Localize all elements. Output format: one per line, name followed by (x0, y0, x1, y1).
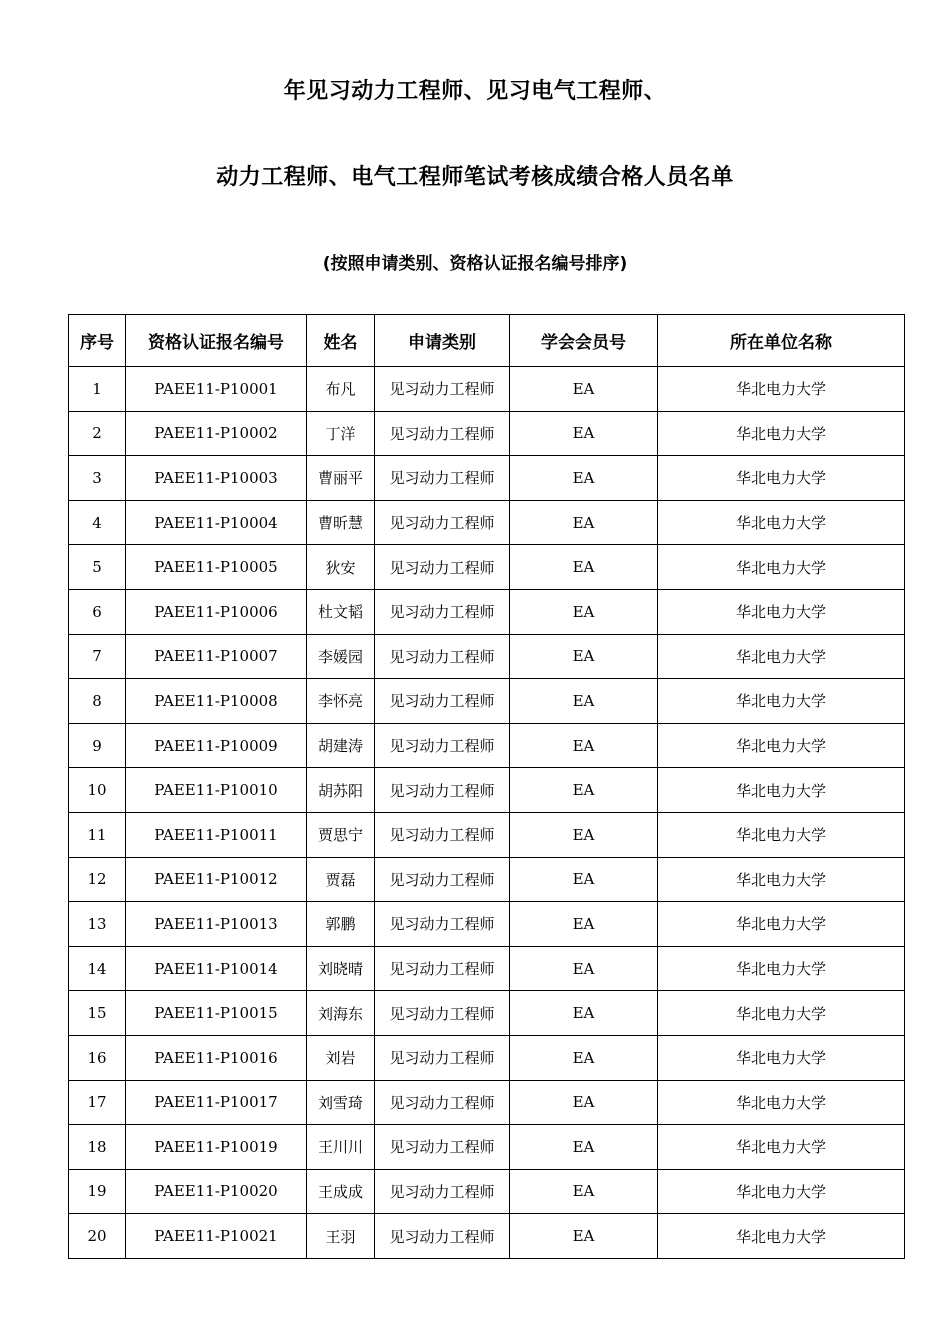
cell-application-category: 见习动力工程师 (375, 946, 510, 991)
cell-application-category: 见习动力工程师 (375, 456, 510, 501)
cell-registration-id: PAEE11-P10006 (126, 589, 307, 634)
cell-application-category: 见习动力工程师 (375, 634, 510, 679)
table-row (69, 367, 905, 412)
table-row (69, 723, 905, 768)
table-row (69, 545, 905, 590)
cell-organization: 华北电力大学 (658, 1035, 905, 1080)
cell-registration-id: PAEE11-P10001 (126, 367, 307, 412)
cell-registration-id: PAEE11-P10011 (126, 812, 307, 857)
cell-registration-id: PAEE11-P10010 (126, 768, 307, 813)
cell-serial-number: 13 (69, 902, 126, 947)
cell-serial-number: 17 (69, 1080, 126, 1125)
cell-organization: 华北电力大学 (658, 723, 905, 768)
cell-member-number: EA (510, 411, 658, 456)
cell-serial-number: 12 (69, 857, 126, 902)
cell-member-number: EA (510, 902, 658, 947)
cell-member-number: EA (510, 367, 658, 412)
cell-member-number: EA (510, 1169, 658, 1214)
cell-serial-number: 1 (69, 367, 126, 412)
cell-application-category: 见习动力工程师 (375, 545, 510, 590)
table-row (69, 768, 905, 813)
table-row (69, 902, 905, 947)
cell-name: 刘岩 (307, 1035, 375, 1080)
cell-organization: 华北电力大学 (658, 857, 905, 902)
cell-serial-number: 3 (69, 456, 126, 501)
cell-name: 李媛园 (307, 634, 375, 679)
cell-name: 曹丽平 (307, 456, 375, 501)
cell-serial-number: 20 (69, 1214, 126, 1259)
cell-application-category: 见习动力工程师 (375, 723, 510, 768)
cell-organization: 华北电力大学 (658, 500, 905, 545)
cell-serial-number: 10 (69, 768, 126, 813)
cell-registration-id: PAEE11-P10004 (126, 500, 307, 545)
cell-member-number: EA (510, 589, 658, 634)
page-title-line1: 年见习动力工程师、见习电气工程师、 (283, 79, 667, 104)
cell-registration-id: PAEE11-P10003 (126, 456, 307, 501)
cell-organization: 华北电力大学 (658, 946, 905, 991)
cell-registration-id: PAEE11-P10020 (126, 1169, 307, 1214)
cell-serial-number: 5 (69, 545, 126, 590)
table-row (69, 1125, 905, 1170)
cell-member-number: EA (510, 857, 658, 902)
cell-registration-id: PAEE11-P10021 (126, 1214, 307, 1259)
cell-name: 刘海东 (307, 991, 375, 1036)
cell-application-category: 见习动力工程师 (375, 1080, 510, 1125)
cell-serial-number: 11 (69, 812, 126, 857)
table-row (69, 991, 905, 1036)
cell-member-number: EA (510, 500, 658, 545)
cell-serial-number: 14 (69, 946, 126, 991)
cell-application-category: 见习动力工程师 (375, 411, 510, 456)
cell-organization: 华北电力大学 (658, 1214, 905, 1259)
table-row (69, 1214, 905, 1259)
cell-member-number: EA (510, 456, 658, 501)
table-row (69, 500, 905, 545)
cell-name: 杜文韬 (307, 589, 375, 634)
header-application-category: 申请类别 (375, 315, 510, 367)
cell-application-category: 见习动力工程师 (375, 857, 510, 902)
cell-organization: 华北电力大学 (658, 634, 905, 679)
cell-member-number: EA (510, 545, 658, 590)
cell-organization: 华北电力大学 (658, 1080, 905, 1125)
cell-serial-number: 18 (69, 1125, 126, 1170)
cell-name: 刘晓晴 (307, 946, 375, 991)
cell-organization: 华北电力大学 (658, 545, 905, 590)
cell-name: 郭鹏 (307, 902, 375, 947)
table-row (69, 411, 905, 456)
cell-application-category: 见习动力工程师 (375, 679, 510, 724)
cell-serial-number: 19 (69, 1169, 126, 1214)
cell-name: 丁洋 (307, 411, 375, 456)
cell-member-number: EA (510, 991, 658, 1036)
cell-organization: 华北电力大学 (658, 456, 905, 501)
header-name: 姓名 (307, 315, 375, 367)
cell-organization: 华北电力大学 (658, 367, 905, 412)
table-body (69, 367, 905, 1259)
cell-name: 贾思宁 (307, 812, 375, 857)
cell-application-category: 见习动力工程师 (375, 367, 510, 412)
cell-member-number: EA (510, 1214, 658, 1259)
cell-organization: 华北电力大学 (658, 812, 905, 857)
cell-name: 王川川 (307, 1125, 375, 1170)
table-row (69, 1169, 905, 1214)
header-serial-number: 序号 (69, 315, 126, 367)
header-member-number: 学会会员号 (510, 315, 658, 367)
cell-organization: 华北电力大学 (658, 679, 905, 724)
cell-application-category: 见习动力工程师 (375, 589, 510, 634)
cell-registration-id: PAEE11-P10019 (126, 1125, 307, 1170)
cell-serial-number: 7 (69, 634, 126, 679)
cell-application-category: 见习动力工程师 (375, 812, 510, 857)
roster-table (68, 314, 905, 1259)
cell-member-number: EA (510, 634, 658, 679)
cell-organization: 华北电力大学 (658, 411, 905, 456)
cell-registration-id: PAEE11-P10016 (126, 1035, 307, 1080)
cell-serial-number: 6 (69, 589, 126, 634)
cell-organization: 华北电力大学 (658, 902, 905, 947)
cell-name: 胡建涛 (307, 723, 375, 768)
cell-application-category: 见习动力工程师 (375, 1169, 510, 1214)
table-row (69, 456, 905, 501)
cell-application-category: 见习动力工程师 (375, 768, 510, 813)
cell-serial-number: 2 (69, 411, 126, 456)
cell-member-number: EA (510, 1035, 658, 1080)
page-title-line2: 动力工程师、电气工程师笔试考核成绩合格人员名单 (216, 165, 734, 190)
cell-name: 狄安 (307, 545, 375, 590)
cell-name: 王成成 (307, 1169, 375, 1214)
cell-application-category: 见习动力工程师 (375, 500, 510, 545)
cell-registration-id: PAEE11-P10009 (126, 723, 307, 768)
cell-organization: 华北电力大学 (658, 991, 905, 1036)
cell-name: 布凡 (307, 367, 375, 412)
cell-member-number: EA (510, 679, 658, 724)
cell-serial-number: 16 (69, 1035, 126, 1080)
cell-name: 李怀亮 (307, 679, 375, 724)
cell-registration-id: PAEE11-P10017 (126, 1080, 307, 1125)
cell-serial-number: 9 (69, 723, 126, 768)
cell-organization: 华北电力大学 (658, 1169, 905, 1214)
cell-organization: 华北电力大学 (658, 589, 905, 634)
cell-member-number: EA (510, 946, 658, 991)
cell-registration-id: PAEE11-P10008 (126, 679, 307, 724)
cell-registration-id: PAEE11-P10013 (126, 902, 307, 947)
table-header-row (69, 315, 905, 367)
table-row (69, 1035, 905, 1080)
cell-name: 贾磊 (307, 857, 375, 902)
cell-registration-id: PAEE11-P10012 (126, 857, 307, 902)
header-organization: 所在单位名称 (658, 315, 905, 367)
cell-member-number: EA (510, 812, 658, 857)
table-row (69, 812, 905, 857)
cell-registration-id: PAEE11-P10015 (126, 991, 307, 1036)
table-row (69, 946, 905, 991)
cell-application-category: 见习动力工程师 (375, 1125, 510, 1170)
table-row (69, 857, 905, 902)
cell-registration-id: PAEE11-P10007 (126, 634, 307, 679)
cell-registration-id: PAEE11-P10002 (126, 411, 307, 456)
header-registration-id: 资格认证报名编号 (126, 315, 307, 367)
table-row (69, 1080, 905, 1125)
cell-serial-number: 15 (69, 991, 126, 1036)
cell-name: 曹昕慧 (307, 500, 375, 545)
page-subtitle: (按照申请类别、资格认证报名编号排序) (322, 254, 628, 274)
cell-registration-id: PAEE11-P10005 (126, 545, 307, 590)
cell-application-category: 见习动力工程师 (375, 1214, 510, 1259)
cell-application-category: 见习动力工程师 (375, 902, 510, 947)
cell-serial-number: 4 (69, 500, 126, 545)
cell-application-category: 见习动力工程师 (375, 991, 510, 1036)
table-row (69, 589, 905, 634)
cell-serial-number: 8 (69, 679, 126, 724)
cell-application-category: 见习动力工程师 (375, 1035, 510, 1080)
cell-organization: 华北电力大学 (658, 768, 905, 813)
cell-name: 王羽 (307, 1214, 375, 1259)
cell-name: 胡苏阳 (307, 768, 375, 813)
cell-name: 刘雪琦 (307, 1080, 375, 1125)
table-row (69, 679, 905, 724)
cell-member-number: EA (510, 768, 658, 813)
cell-organization: 华北电力大学 (658, 1125, 905, 1170)
cell-member-number: EA (510, 723, 658, 768)
cell-member-number: EA (510, 1125, 658, 1170)
cell-registration-id: PAEE11-P10014 (126, 946, 307, 991)
table-row (69, 634, 905, 679)
cell-member-number: EA (510, 1080, 658, 1125)
